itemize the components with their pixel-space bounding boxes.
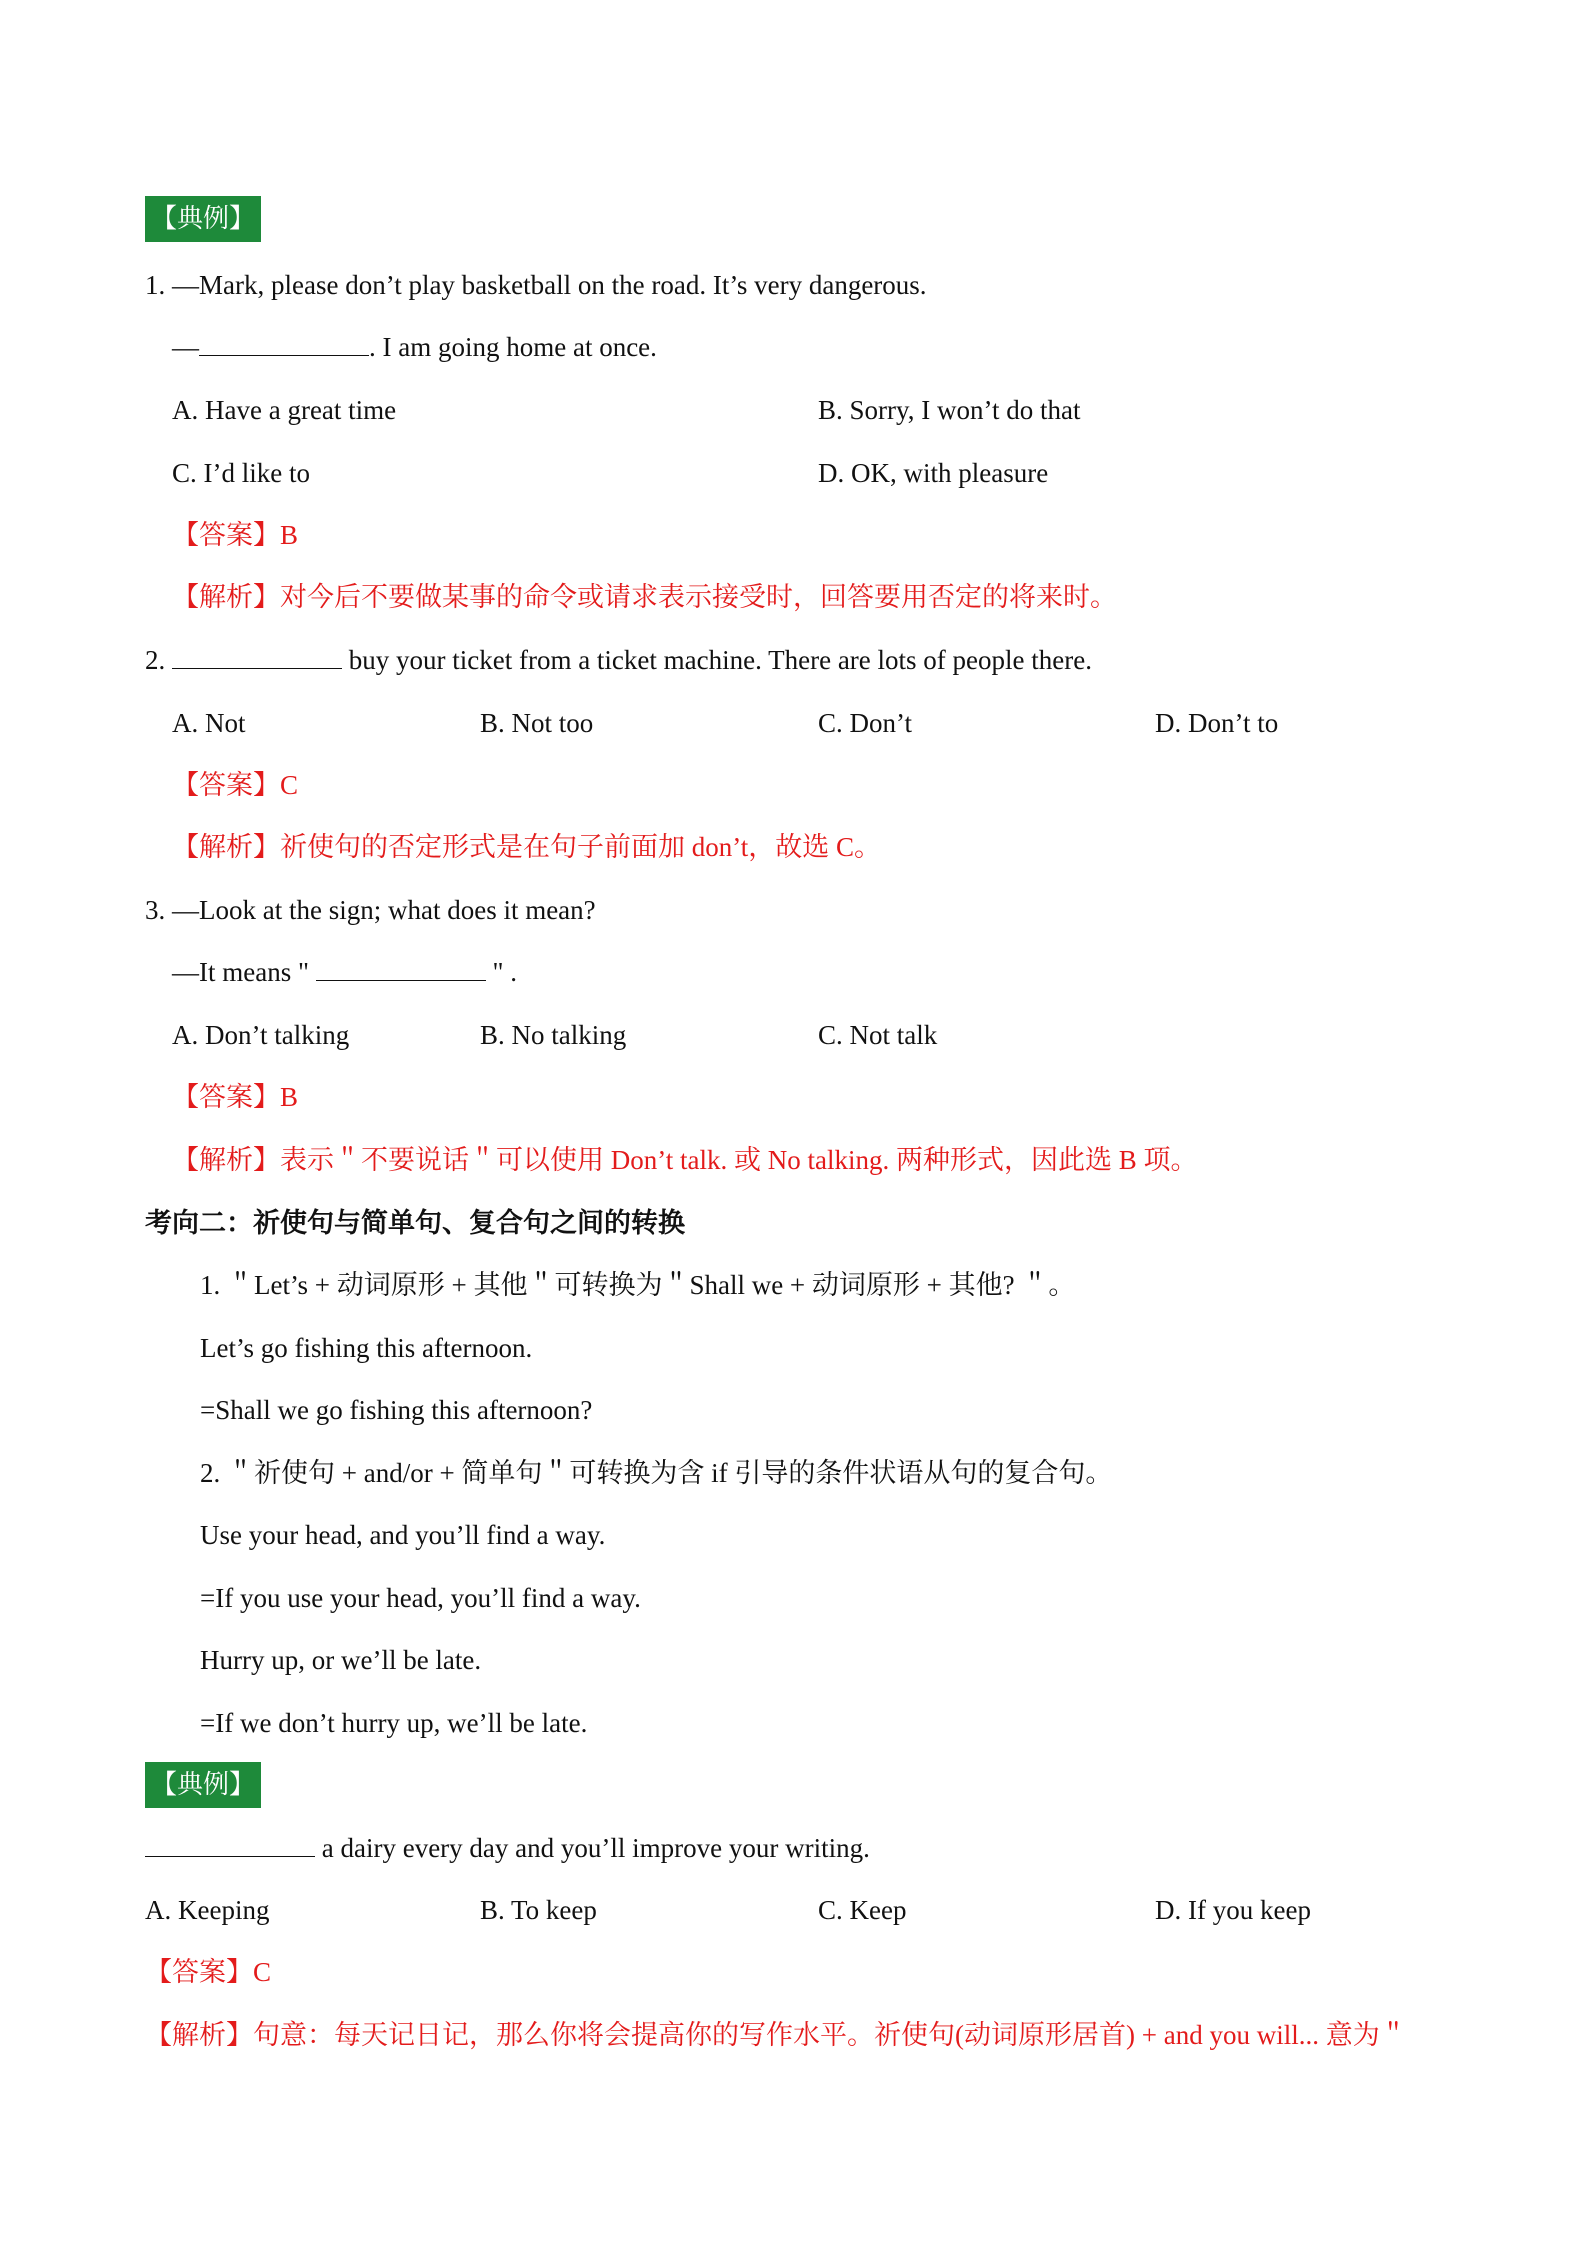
example-sentence: Use your head, and you’ll find a way. [200,1520,606,1550]
q4-stem-text: a dairy every day and you’ll improve your writing. [315,1833,870,1863]
q4-option-c: C. Keep [818,1895,907,1925]
example-conversion: =If you use your head, you’ll find a way. [200,1583,641,1613]
rule-1: 1. ＂Let’s + 动词原形 + 其他＂可转换为＂Shall we + 动词原形 + 其他? ＂。 [200,1270,1076,1300]
q1-reply-prefix: — [172,332,199,362]
example-conversion: =If we don’t hurry up, we’ll be late. [200,1708,588,1738]
q4-option-a: A. Keeping [145,1895,270,1925]
q1-option-d: D. OK, with pleasure [818,458,1049,488]
q4-stem [145,1831,870,1865]
q4-answer: 【答案】C [145,1957,272,1987]
q3-option-b: B. No talking [480,1020,627,1050]
q1-reply-suffix: . I am going home at once. [369,332,657,362]
q2-option-b: B. Not too [480,708,594,738]
q4-option-b: B. To keep [480,1895,597,1925]
answer-blank [145,1832,315,1857]
q2-answer: 【答案】C [172,770,299,800]
q2-option-a: A. Not [172,708,246,738]
rule-2: 2. ＂祈使句 + and/or + 简单句＂可转换为含 if 引导的条件状语从句的复合句。 [200,1458,1113,1488]
q3-analysis: 【解析】表示＂不要说话＂可以使用 Don’t talk. 或 No talking. 两种形式，因此选 B 项。 [172,1145,1198,1175]
q2-analysis: 【解析】祈使句的否定形式是在句子前面加 don’t，故选 C。 [172,832,882,862]
q4-option-d: D. If you keep [1155,1895,1311,1925]
q3-reply-suffix: " . [485,957,518,987]
answer-blank [316,956,486,981]
q2-stem-text: buy your ticket from a ticket machine. There are lots of people there. [342,645,1092,675]
example-conversion: =Shall we go fishing this afternoon? [200,1395,593,1425]
q1-option-c: C. I’d like to [172,458,310,488]
example-badge: 【典例】 [145,1762,261,1808]
section-heading: 考向二：祈使句与简单句、复合句之间的转换 [145,1208,685,1238]
q2-number: 2. [145,645,172,675]
q3-stem: 3. —Look at the sign; what does it mean? [145,895,596,925]
q3-reply [172,955,517,989]
q4-analysis: 【解析】句意：每天记日记，那么你将会提高你的写作水平。祈使句(动词原形居首) + and you will... 意为＂ [145,2020,1407,2050]
q3-option-c: C. Not talk [818,1020,938,1050]
answer-blank [199,331,369,356]
q2-option-d: D. Don’t to [1155,708,1279,738]
q1-analysis: 【解析】对今后不要做某事的命令或请求表示接受时，回答要用否定的将来时。 [172,582,1117,612]
q3-option-a: A. Don’t talking [172,1020,350,1050]
q1-answer: 【答案】B [172,520,299,550]
q1-option-b: B. Sorry, I won’t do that [818,395,1081,425]
q2-option-c: C. Don’t [818,708,913,738]
q2-stem [145,643,1092,677]
q3-reply-prefix: —It means " [172,957,316,987]
example-badge: 【典例】 [145,196,261,242]
q1-stem: 1. —Mark, please don’t play basketball on the road. It’s very dangerous. [145,270,927,300]
q3-answer: 【答案】B [172,1082,299,1112]
q1-option-a: A. Have a great time [172,395,397,425]
example-sentence: Let’s go fishing this afternoon. [200,1333,533,1363]
example-sentence: Hurry up, or we’ll be late. [200,1645,482,1675]
answer-blank [172,644,342,669]
q1-reply [172,330,657,364]
